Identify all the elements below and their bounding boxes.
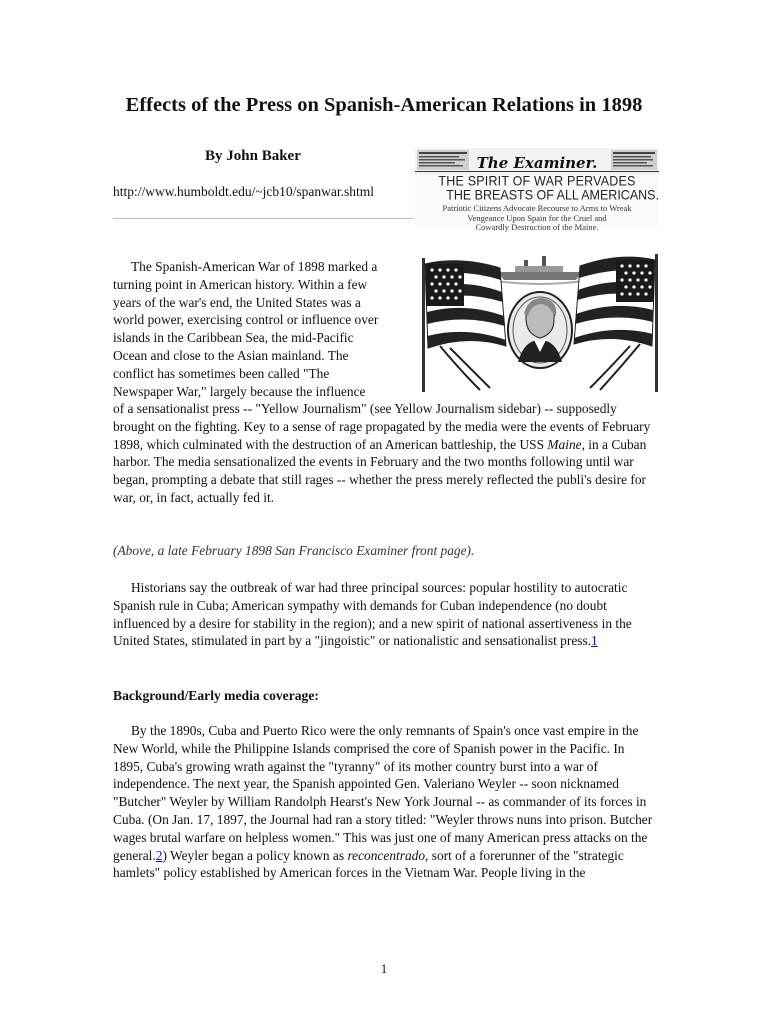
clipping-headline-1: THE SPIRIT OF WAR PERVADES (438, 173, 636, 189)
clipping-headline-2: THE BREASTS OF ALL AMERICANS. (446, 187, 659, 203)
examiner-front-page-clipping (415, 148, 659, 232)
paragraph-text: Historians say the outbreak of war had three principal sources: popular hostility to autocratic Spanish rule in Cuba; American sympathy with demands for Cuban independence (no doubt influenced by a desire for stability in the region); and a new spirit of national assertiveness in the United States, stimulated in part by a "jingoistic" or nationalistic and sensationalist press. (113, 580, 632, 649)
paragraph-text: , sort of a forerunner of the "strategic hamlets" policy established by American forces in the Vietnam War. People living in the (113, 847, 624, 881)
page-number: 1 (380, 961, 388, 976)
paragraph-1-continued (113, 400, 653, 507)
policy-term: reconcentrado (347, 847, 426, 863)
document-title: Effects of the Press on Spanish-American Relations in 1898 (125, 94, 643, 116)
newspaper-masthead (415, 148, 659, 175)
paragraph-text (113, 400, 653, 507)
footnote-link-2[interactable]: 2 (155, 847, 163, 863)
paragraph-line: The Spanish-American War of 1898 marked a (131, 259, 378, 274)
author-byline: By John Baker (205, 148, 301, 164)
divider-line (113, 218, 413, 219)
source-url: http://www.humboldt.edu/~jcb10/spanwar.shtml (113, 184, 375, 199)
clipping-subhead-line: Vengeance Upon Spain for the Cruel and (467, 212, 607, 223)
paragraph-line: Ocean and close to the Asian mainland. The (113, 347, 349, 363)
paragraph-line: world power, exercising control or influence over (113, 312, 379, 328)
clipping-subheadline (415, 204, 659, 233)
paragraph-text: By the 1890s, Cuba and Puerto Rico were the only remnants of Spain's once vast empire in the New World, while the Philippine Islands comprised the core of Spanish power in the Pacific. In 1895, Cuba's growing wrath against the "tyranny" of its mother country burst into a war of independence. The next year, the Spanish appointed Gen. Valeriano Weyler -- soon nicknamed "Butcher" Weyler by William Randolph Hearst's New York Journal -- as commander of its forces in Cuba. (On Jan. 17, 1897, the Journal had ran a story titled: "Weyler throws nuns into prison. Butcher wages brutal warfare on helpless women." This was just one of many American press attacks on the general. (113, 723, 653, 863)
washington-portrait-icon (508, 292, 572, 368)
clipping-subhead-line: Cowardly Destruction of the Maine. (475, 222, 599, 232)
paragraph-line: conflict has sometimes been called "The (113, 365, 330, 381)
section-heading: Background/Early media coverage: (113, 688, 319, 703)
paragraph-line: islands in the Caribbean Sea, the mid-Pacific (113, 330, 354, 346)
masthead-title: The Examiner. (476, 154, 598, 172)
paragraph-text: of a sensationalist press -- "Yellow Journalism" (see Yellow Journalism sidebar) -- supposedly brought on the fighting. Key to a sense of rage propagated by the media were the events of February 1898, which culminated with the destruction of an American battleship, the USS (113, 401, 651, 452)
paragraph-line: turning point in American history. Within a few (113, 276, 368, 292)
paragraph-text (113, 722, 653, 882)
footnote-link-1[interactable]: 1 (591, 633, 598, 649)
paragraph-text: ) Weyler began a policy known as (162, 847, 348, 863)
paragraph-text (113, 579, 653, 650)
paragraph-line: Newspaper War," largely because the influence (113, 383, 366, 399)
clipping-subhead-line: Patriotic Citizens Advocate Recourse to Arms to Wreak (442, 203, 632, 213)
paragraph-2 (113, 579, 653, 650)
ship-name: Maine (547, 436, 582, 452)
image-caption: (Above, a late February 1898 San Francisco Examiner front page). (113, 543, 475, 558)
flags-portrait-illustration (420, 250, 660, 392)
paragraph-3 (113, 722, 653, 882)
paragraph-line: years of the war's end, the United States was a (113, 294, 361, 310)
paragraph-text: , in a Cuban harbor. The media sensationalized the events in February and the two months following until war began, prompting a debate that still rages -- whether the press merely reflected the publi's desire for war, or, in fact, actually fed it. (113, 436, 647, 505)
paragraph-1-wrapped (113, 258, 413, 400)
